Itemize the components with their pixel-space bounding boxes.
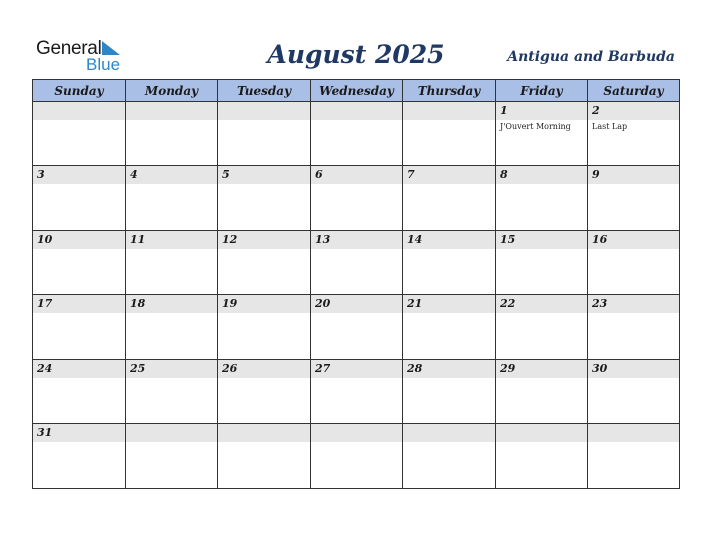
day-cell-10 [33, 231, 126, 295]
day-cell-20 [311, 295, 403, 360]
day-cell-24 [33, 360, 126, 424]
month-calendar-grid [32, 79, 680, 489]
day-number: 6 [315, 168, 323, 181]
calendar-title: August 2025 [267, 40, 445, 69]
day-number: 14 [407, 233, 423, 246]
day-cell-13 [311, 231, 403, 295]
weekday-header-wednesday: Wednesday [311, 80, 403, 102]
day-number: 29 [500, 362, 516, 375]
day-number-band [33, 166, 125, 184]
empty-day-cell [403, 424, 496, 489]
day-cell-9 [588, 166, 680, 231]
day-number: 22 [500, 297, 516, 310]
day-number: 13 [315, 233, 331, 246]
empty-day-cell [218, 102, 311, 166]
logo-word-general: General [36, 38, 102, 59]
day-number: 4 [130, 168, 138, 181]
day-number: 12 [222, 233, 238, 246]
day-number: 18 [130, 297, 146, 310]
day-number: 3 [37, 168, 45, 181]
day-number-band [496, 166, 587, 184]
logo-word-blue: Blue [86, 55, 121, 74]
holiday-label: Last Lap [592, 122, 628, 131]
day-cell-7 [403, 166, 496, 231]
day-number: 23 [592, 297, 608, 310]
day-cell-25 [126, 360, 218, 424]
day-number-band [311, 166, 402, 184]
day-cell-2 [588, 102, 680, 166]
day-number: 24 [37, 362, 53, 375]
day-number-band [588, 424, 679, 442]
day-cell-27 [311, 360, 403, 424]
day-number: 9 [592, 168, 600, 181]
day-number: 10 [37, 233, 53, 246]
day-cell-1 [496, 102, 588, 166]
day-cell-19 [218, 295, 311, 360]
day-cell-15 [496, 231, 588, 295]
empty-day-cell [588, 424, 680, 489]
day-number: 28 [407, 362, 423, 375]
day-number: 7 [407, 168, 415, 181]
day-number: 2 [592, 104, 600, 117]
day-cell-29 [496, 360, 588, 424]
day-number-band [33, 102, 125, 120]
day-number: 1 [500, 104, 508, 117]
day-cell-4 [126, 166, 218, 231]
empty-day-cell [496, 424, 588, 489]
day-cell-14 [403, 231, 496, 295]
day-number: 21 [407, 297, 423, 310]
day-cell-18 [126, 295, 218, 360]
day-cell-11 [126, 231, 218, 295]
day-number: 15 [500, 233, 516, 246]
day-number: 11 [130, 233, 146, 246]
day-number: 8 [500, 168, 508, 181]
weekday-header-sunday: Sunday [33, 80, 126, 102]
day-cell-12 [218, 231, 311, 295]
day-number-band [403, 166, 495, 184]
holiday-label: J'Ouvert Morning [500, 122, 571, 131]
weekday-header-saturday: Saturday [588, 80, 680, 102]
weekday-header-thursday: Thursday [403, 80, 496, 102]
day-number: 27 [315, 362, 331, 375]
day-number: 5 [222, 168, 230, 181]
day-cell-21 [403, 295, 496, 360]
day-cell-28 [403, 360, 496, 424]
day-cell-22 [496, 295, 588, 360]
day-number-band [496, 424, 587, 442]
day-cell-5 [218, 166, 311, 231]
day-number-band [218, 102, 310, 120]
day-number: 31 [37, 426, 53, 439]
day-cell-6 [311, 166, 403, 231]
empty-day-cell [126, 102, 218, 166]
empty-day-cell [126, 424, 218, 489]
weekday-header-tuesday: Tuesday [218, 80, 311, 102]
day-cell-17 [33, 295, 126, 360]
day-number-band [403, 102, 495, 120]
empty-day-cell [218, 424, 311, 489]
day-number: 16 [592, 233, 608, 246]
day-cell-23 [588, 295, 680, 360]
day-number-band [496, 102, 587, 120]
day-cell-30 [588, 360, 680, 424]
empty-day-cell [403, 102, 496, 166]
empty-day-cell [311, 102, 403, 166]
day-number: 26 [222, 362, 238, 375]
weekday-header-friday: Friday [496, 80, 588, 102]
day-number: 20 [315, 297, 331, 310]
day-number: 17 [37, 297, 53, 310]
day-number: 25 [130, 362, 146, 375]
day-cell-26 [218, 360, 311, 424]
day-number: 30 [592, 362, 608, 375]
day-cell-16 [588, 231, 680, 295]
day-number-band [403, 424, 495, 442]
day-number-band [311, 102, 402, 120]
day-number-band [126, 424, 217, 442]
day-number-band [126, 166, 217, 184]
day-number-band [126, 102, 217, 120]
day-cell-31 [33, 424, 126, 489]
day-number-band [588, 166, 679, 184]
empty-day-cell [33, 102, 126, 166]
country-name: Antigua and Barbuda [507, 49, 675, 65]
day-number-band [218, 166, 310, 184]
weekday-header-monday: Monday [126, 80, 218, 102]
day-cell-3 [33, 166, 126, 231]
day-number-band [218, 424, 310, 442]
day-number-band [588, 102, 679, 120]
day-number: 19 [222, 297, 238, 310]
empty-day-cell [311, 424, 403, 489]
day-cell-8 [496, 166, 588, 231]
day-number-band [311, 424, 402, 442]
